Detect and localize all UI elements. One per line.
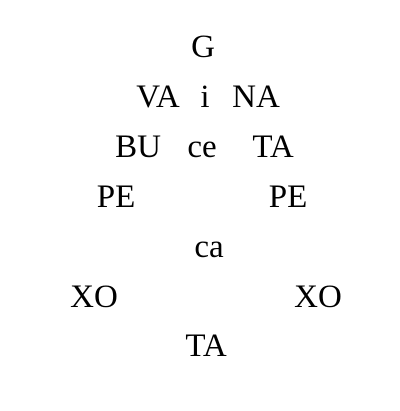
syllable-g: G [191, 29, 215, 65]
syllable-pe-right: PE [268, 179, 308, 215]
syllable-xo-left: XO [70, 279, 118, 315]
syllable-ce: ce [187, 129, 217, 165]
syllable-ca: ca [194, 229, 224, 265]
syllable-i: i [200, 79, 210, 115]
syllable-pe-left: PE [96, 179, 136, 215]
syllable-bu: BU [115, 129, 161, 165]
syllable-xo-right: XO [294, 279, 342, 315]
syllable-ta: TA [252, 129, 294, 165]
syllable-na: NA [232, 79, 280, 115]
syllable-va: VA [136, 79, 180, 115]
syllable-ta-bottom: TA [185, 328, 227, 364]
